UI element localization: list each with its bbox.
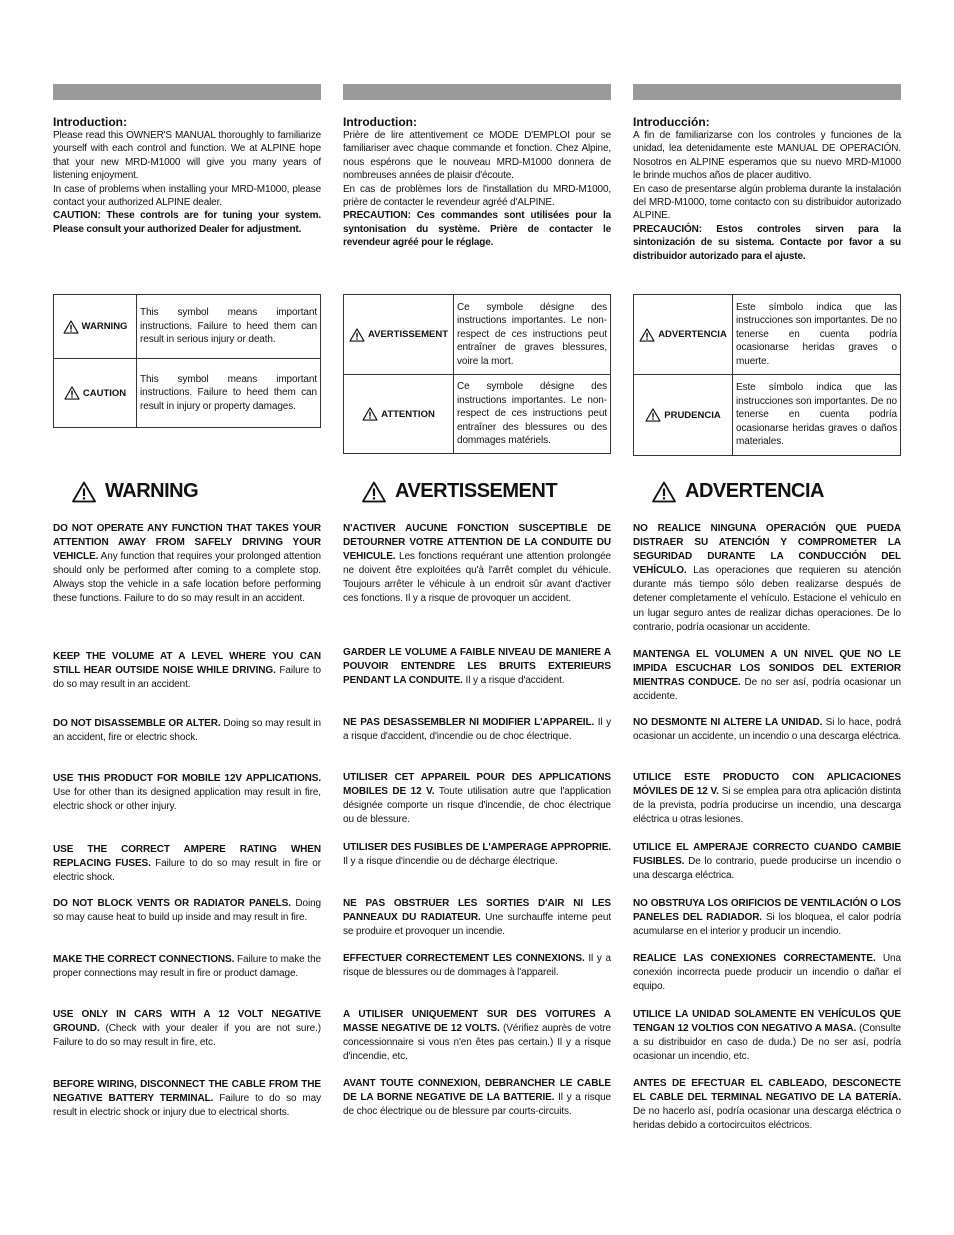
intro-title: Introduction: xyxy=(343,115,417,129)
warning-item-text: Si se emplea para otra aplicación distinta de la prevista, podría producirse un incendio, una descarga eléctrica u otras lesiones. xyxy=(633,786,901,826)
symbol-label xyxy=(638,328,728,342)
symbol-description: This symbol means important instructions. Failure to heed them can result in injury or property damages. xyxy=(137,359,321,428)
warning-item-title: NO DESMONTE NI ALTERE LA UNIDAD. xyxy=(633,717,823,728)
symbol-table xyxy=(53,294,321,428)
symbol-row xyxy=(54,295,321,359)
warning-item-text: Use for other than its designed application may result in fire, electric shock or other injury. xyxy=(53,787,321,813)
warning-item-text: Una conexión incorrecta puede producir un incendio o dañar el equipo. xyxy=(633,953,901,993)
section-header-bar xyxy=(343,84,611,100)
symbol-label-cell xyxy=(634,295,733,375)
warning-item-text: Failure to do so may result in an accident. xyxy=(53,665,321,691)
intro-paragraph: A fin de familiarizarse con los controles y funciones de la unidad, lea detenidamente este MANUAL DE OPERACIÓN. Nosotros en ALPINE esperamos que su nuevo MRD-M1000 le brinde muchos años de placer auditivo. xyxy=(633,130,901,182)
warning-item-text: Il y a risque d'accident. xyxy=(462,675,565,687)
warning-item-text: Failure to do so may result in fire or electric shock. xyxy=(53,858,321,884)
warning-item xyxy=(53,717,321,745)
symbol-label-text: AVERTISSEMENT xyxy=(367,329,449,340)
intro-caution: CAUTION: These controls are for tuning your system. Please consult your authorized Dealer for adjustment. xyxy=(53,210,321,235)
warning-item-title: A UTILISER UNIQUEMENT SUR DES VOITURES A MASSE NEGATIVE DE 12 VOLTS. xyxy=(343,1009,611,1035)
warning-item xyxy=(53,897,321,925)
symbol-row xyxy=(634,295,901,375)
symbol-label xyxy=(348,407,449,421)
warning-item-text: Il y a risque d'accident, d'incendie ou de choc électrique. xyxy=(343,717,612,743)
column-french xyxy=(343,84,611,250)
section-header-bar xyxy=(53,84,321,100)
symbol-label-text: ADVERTENCIA xyxy=(658,329,727,340)
intro-paragraph: In case of problems when installing your MRD-M1000, please contact your authorized ALPINE dealer. xyxy=(53,183,321,209)
warning-heading-text: ADVERTENCIA xyxy=(685,480,824,502)
warning-item xyxy=(633,716,901,744)
symbol-row xyxy=(634,375,901,456)
warning-item-text: Si lo hace, podrá ocasionar un accidente, un incendio o una descarga eléctrica. xyxy=(633,717,902,743)
warning-item-text: Doing so may cause heat to build up inside and may result in fire. xyxy=(53,898,321,924)
warning-item-title: USE THIS PRODUCT FOR MOBILE 12V APPLICATIONS. xyxy=(53,773,321,784)
warning-item-title: NO REALICE NINGUNA OPERACIÓN QUE PUEDA DISTRAER SU ATENCIÓN Y COMPROMETER LA SEGURIDAD DURANTE LA CONDUCCIÓN DEL VEHÍCULO. xyxy=(633,523,901,577)
warning-item xyxy=(633,771,901,827)
symbol-description: Ce symbole désigne des instructions importantes. Le non-respect de ces instructions peut entraîner des blessures ou des dommages matériels. xyxy=(454,375,611,454)
warning-item-text: Failure to do so may result in electric shock or injury due to electrical shorts. xyxy=(53,1093,321,1119)
warning-item-text: (Consulte a su distribuidor en caso de duda.) De no ser así, podría ocasionar un incendio, etc. xyxy=(633,1023,901,1063)
warning-item xyxy=(53,650,321,692)
symbol-label-cell xyxy=(344,375,454,454)
warning-item xyxy=(53,522,321,607)
intro-title: Introducción: xyxy=(633,115,710,129)
warning-item-text: Toute utilisation autre que l'application désignée comporte un risque d'incendie, de choc électrique ou de blessure. xyxy=(343,786,611,826)
warning-item xyxy=(343,771,611,827)
warning-item xyxy=(53,843,321,885)
warning-heading xyxy=(652,480,824,503)
warning-item xyxy=(633,1008,901,1064)
warning-item-text: De no ser así, podría ocasionar un accidente. xyxy=(633,677,901,703)
warning-item-text: Doing so may result in an accident, fire or electric shock. xyxy=(53,718,321,744)
warning-item xyxy=(53,1008,321,1050)
warning-item xyxy=(343,646,611,688)
symbol-table xyxy=(343,294,611,454)
warning-item-text: De lo contrario, puede producirse un incendio o una descarga eléctrica. xyxy=(633,856,901,882)
warning-item-text: Il y a risque de choc électrique ou de blessure par courts-circuits. xyxy=(343,1092,612,1118)
warning-item xyxy=(343,897,611,939)
warning-triangle-icon xyxy=(362,481,386,503)
warning-item xyxy=(633,1077,901,1133)
symbol-table xyxy=(633,294,901,456)
symbol-label-cell xyxy=(634,375,733,456)
warning-item-title: ANTES DE EFECTUAR EL CABLEADO, DESCONECTE EL CABLE DEL TERMINAL NEGATIVO DE LA BATERÍA. xyxy=(633,1078,901,1104)
warning-item-text: Il y a risque d'incendie ou de décharge électrique. xyxy=(343,856,558,868)
warning-item xyxy=(53,772,321,814)
warning-item-title: DO NOT BLOCK VENTS OR RADIATOR PANELS. xyxy=(53,898,291,909)
warning-item xyxy=(633,648,901,704)
warning-item xyxy=(343,1077,611,1119)
warning-item-title: UTILICE ESTE PRODUCTO CON APLICACIONES MÓVILES DE 12 V. xyxy=(633,772,901,798)
warning-item xyxy=(633,841,901,883)
warning-item-title: GARDER LE VOLUME A FAIBLE NIVEAU DE MANIERE A POUVOIR ENTENDRE LES BRUITS EXTERIEURS PENDANT LA CONDUITE. xyxy=(343,647,611,687)
warning-heading-text: WARNING xyxy=(105,480,199,502)
warning-item-title: KEEP THE VOLUME AT A LEVEL WHERE YOU CAN STILL HEAR OUTSIDE NOISE WHILE DRIVING. xyxy=(53,651,321,677)
warning-triangle-icon xyxy=(645,408,661,422)
symbol-label-cell xyxy=(54,359,137,428)
warning-item-title: UTILICE LA UNIDAD SOLAMENTE EN VEHÍCULOS QUE TENGAN 12 VOLTIOS CON NEGATIVO A MASA. xyxy=(633,1009,901,1035)
warning-item-title: BEFORE WIRING, DISCONNECT THE CABLE FROM THE NEGATIVE BATTERY TERMINAL. xyxy=(53,1079,321,1105)
warning-item xyxy=(53,1078,321,1120)
column-english xyxy=(53,84,321,236)
symbol-description: Ce symbole désigne des instructions importantes. Le non-respect de ces instructions peut entraîner de graves blessures, voire la mort. xyxy=(454,295,611,375)
warning-triangle-icon xyxy=(72,481,96,503)
warning-item-title: MANTENGA EL VOLUMEN A UN NIVEL QUE NO LE IMPIDA ESCUCHAR LOS SONIDOS DEL EXTERIOR MIENTRAS CONDUCE. xyxy=(633,649,901,689)
warning-item xyxy=(343,841,611,869)
warning-item-text: Si los bloquea, el calor podría acumularse en el interior y producir un incendio. xyxy=(633,912,902,938)
column-spanish xyxy=(633,84,901,263)
warning-item-text: Las operaciones que requieren su atención durante más tiempo sólo deben realizarse después de detener completamente el vehículo. Estacione el vehículo en un lugar seguro antes de realizar dichas operaciones. De lo contrario, podría ocasionar un accidente. xyxy=(633,565,901,633)
warning-item-title: NE PAS DESASSEMBLER NI MODIFIER L'APPAREIL. xyxy=(343,717,595,728)
intro-paragraph: En cas de problèmes lors de l'installation du MRD-M1000, prière de contacter le revendeur agréé d'ALPINE. xyxy=(343,183,611,209)
warning-item-title: MAKE THE CORRECT CONNECTIONS. xyxy=(53,954,235,965)
warning-item-title: AVANT TOUTE CONNEXION, DEBRANCHER LE CABLE DE LA BORNE NEGATIVE DE LA BATTERIE. xyxy=(343,1078,611,1104)
warning-item-text: Il y a risque de blessures ou de dommages à l'appareil. xyxy=(343,953,612,979)
section-header-bar xyxy=(633,84,901,100)
warning-triangle-icon xyxy=(64,386,80,400)
warning-item xyxy=(343,522,611,607)
warning-item-title: UTILISER CET APPAREIL POUR DES APPLICATIONS MOBILES DE 12 V. xyxy=(343,772,611,798)
warning-item-title: USE ONLY IN CARS WITH A 12 VOLT NEGATIVE GROUND. xyxy=(53,1009,321,1035)
symbol-label-cell xyxy=(344,295,454,375)
symbol-description: This symbol means important instructions. Failure to heed them can result in serious injury or death. xyxy=(137,295,321,359)
warning-triangle-icon xyxy=(652,481,676,503)
warning-item xyxy=(343,1008,611,1064)
warning-item-text: Une surchauffe interne peut se produire et provoquer un incendie. xyxy=(343,912,611,938)
warning-item-text: (Check with your dealer if you are not sure.) Failure to do so may result in fire, etc. xyxy=(53,1023,321,1049)
warning-item-text: Failure to make the proper connections may result in fire or product damage. xyxy=(53,954,321,980)
warning-item-title: UTILISER DES FUSIBLES DE L'AMPERAGE APPROPRIE. xyxy=(343,842,611,853)
intro-caution: PRECAUCIÓN: Estos controles sirven para la sintonización de su sistema. Contacte por favor a su distribuidor autorizado para el ajuste. xyxy=(633,223,901,262)
intro-text xyxy=(53,129,321,236)
symbol-label xyxy=(348,328,449,342)
intro-paragraph: Please read this OWNER'S MANUAL thoroughly to familiarize yourself with each control and function. We at ALPINE hope that your new MRD-M1000 will give you many years of listening enjoyment. xyxy=(53,130,321,182)
warning-triangle-icon xyxy=(63,320,79,334)
warning-item-title: NE PAS OBSTRUER LES SORTIES D'AIR NI LES PANNEAUX DU RADIATEUR. xyxy=(343,898,611,924)
symbol-label-text: CAUTION xyxy=(82,387,127,399)
warning-item-title: EFFECTUER CORRECTEMENT LES CONNEXIONS. xyxy=(343,953,585,964)
warning-item xyxy=(343,952,611,980)
warning-item xyxy=(343,716,611,744)
warning-triangle-icon xyxy=(639,328,655,342)
symbol-row xyxy=(54,359,321,428)
warning-item-text: Any function that requires your prolonged attention should only be performed after coming to a complete stop. Always stop the vehicle in a safe location before performing these functions. Failure to do so may result in an accident. xyxy=(53,551,321,605)
warning-item-title: UTILICE EL AMPERAJE CORRECTO CUANDO CAMBIE FUSIBLES. xyxy=(633,842,901,868)
warning-item-title: N'ACTIVER AUCUNE FONCTION SUSCEPTIBLE DE DETOURNER VOTRE ATTENTION DE LA CONDUITE DU VEHICULE. xyxy=(343,523,611,563)
warning-item-title: DO NOT DISASSEMBLE OR ALTER. xyxy=(53,718,221,729)
warning-item-text: (Vérifiez auprès de votre concessionnaire si vous n'en êtes pas certain.) Il y a risque d'incendie, etc. xyxy=(343,1023,611,1063)
symbol-description: Este símbolo indica que las instrucciones son importantes. De no tenerse en cuenta podría ocasionarse heridas graves o muerte. xyxy=(733,295,901,375)
warning-triangle-icon xyxy=(349,328,365,342)
intro-text xyxy=(343,129,611,250)
warning-item xyxy=(53,953,321,981)
symbol-label xyxy=(58,320,132,334)
warning-item-title: USE THE CORRECT AMPERE RATING WHEN REPLACING FUSES. xyxy=(53,844,321,870)
warning-item xyxy=(633,522,901,635)
symbol-label xyxy=(638,408,728,422)
warning-item-text: De no hacerlo así, podría ocasionar una descarga eléctrica o heridas debido a cortocircuitos eléctricos. xyxy=(633,1106,901,1132)
intro-caution: PRECAUTION: Ces commandes sont utilisées pour la syntonisation du système. Prière de contacter le revendeur agréé pour le réglage. xyxy=(343,210,611,249)
intro-paragraph: En caso de presentarse algún problema durante la instalación del MRD-M1000, tome contacto con su distribuidor autorizado ALPINE. xyxy=(633,183,901,222)
symbol-row xyxy=(344,375,611,454)
symbol-row xyxy=(344,295,611,375)
warning-item xyxy=(633,952,901,994)
symbol-label-text: ATTENTION xyxy=(381,408,435,420)
warning-item-title: DO NOT OPERATE ANY FUNCTION THAT TAKES YOUR ATTENTION AWAY FROM SAFELY DRIVING YOUR VEHICLE. xyxy=(53,523,321,563)
warning-heading xyxy=(72,480,198,503)
warning-item-title: NO OBSTRUYA LOS ORIFICIOS DE VENTILACIÓN O LOS PANELES DEL RADIADOR. xyxy=(633,898,901,924)
warning-item xyxy=(633,897,901,939)
symbol-label-text: WARNING xyxy=(81,321,128,332)
warning-item-title: REALICE LAS CONEXIONES CORRECTAMENTE. xyxy=(633,953,876,964)
warning-heading xyxy=(362,480,557,503)
symbol-description: Este símbolo indica que las instrucciones son importantes. De no tenerse en cuenta podría ocasionarse heridas graves o daños materiales. xyxy=(733,375,901,456)
symbol-label-text: PRUDENCIA xyxy=(664,409,721,421)
warning-triangle-icon xyxy=(362,407,378,421)
symbol-label-cell xyxy=(54,295,137,359)
intro-text xyxy=(633,129,901,263)
symbol-label xyxy=(58,386,132,400)
warning-heading-text: AVERTISSEMENT xyxy=(395,480,558,502)
warning-item-text: Les fonctions requérant une attention prolongée ne doivent être exploitées qu'à l'arrêt complet du véhicule. Toujours arrêter le véhicule à un endroit sûr avant d'activer ces fonctions. Il y a risque de provoquer un accident. xyxy=(343,551,611,605)
intro-paragraph: Prière de lire attentivement ce MODE D'EMPLOI pour se familiariser avec chaque commande et fonction. Chez Alpine, nous espérons que le nouveau MRD-M1000 donnera de nombreuses années de plaisir d'écoute. xyxy=(343,130,611,182)
intro-title: Introduction: xyxy=(53,115,127,129)
